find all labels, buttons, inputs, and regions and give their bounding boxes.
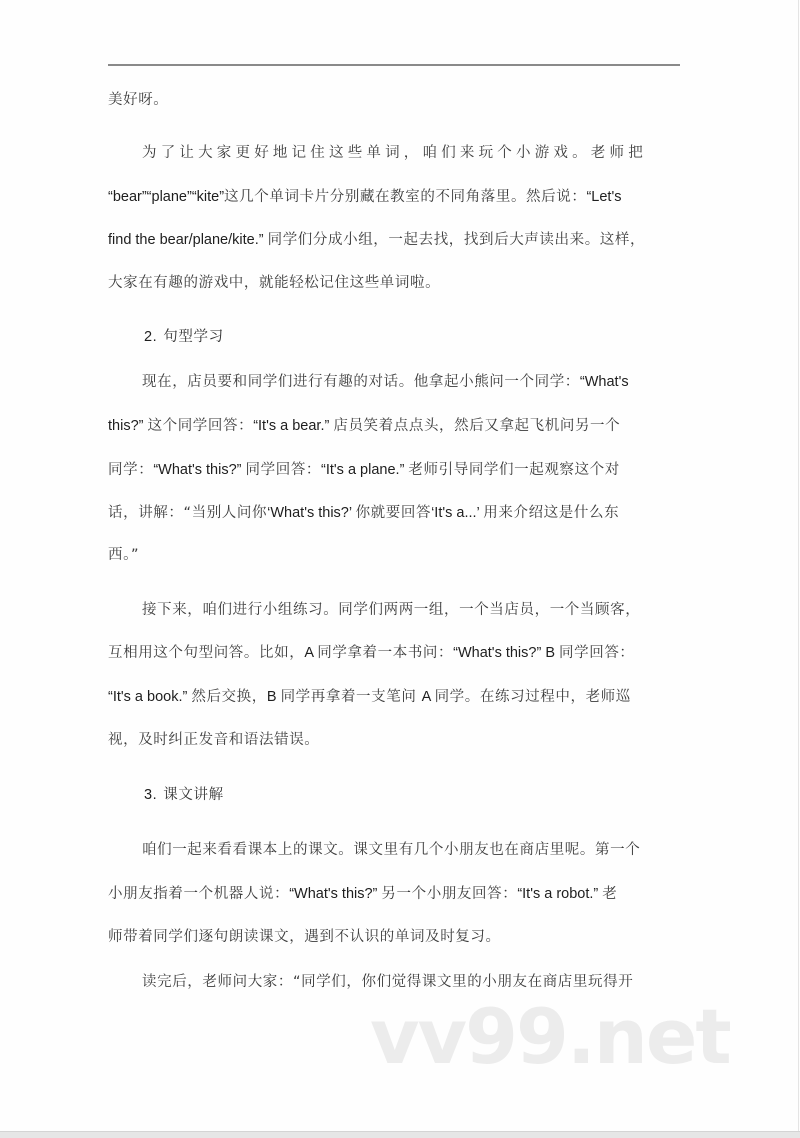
- chinese-text: 师带着同学们逐句朗读课文，遇到不认识的单词及时复习。: [108, 929, 501, 945]
- section-heading-sentence-study: [144, 327, 724, 347]
- chinese-text: 互相用这个句型问答。比如，: [108, 645, 305, 661]
- text-line: [108, 927, 688, 947]
- english-text: “It's a robot.”: [517, 886, 603, 902]
- english-text: this?”: [108, 418, 148, 434]
- text-line: [108, 230, 688, 250]
- chinese-text: 现在，店员要和同学们进行有趣的对话。他拿起小熊问一个同学：: [142, 374, 580, 390]
- english-text: “bear”“plane”“kite”: [108, 189, 225, 205]
- english-text: A: [304, 645, 318, 661]
- english-text: “What's this?”: [289, 886, 382, 902]
- text-line: [142, 372, 722, 392]
- header-rule: [108, 64, 680, 66]
- chinese-text: 老师引导同学们一起观察这个对: [408, 462, 620, 478]
- heading-number: 3.: [144, 787, 158, 803]
- chinese-text: 大家在有趣的游戏中，就能轻松记住这些单词啦。: [108, 275, 441, 291]
- chinese-text: 小朋友指着一个机器人说：: [108, 886, 290, 902]
- chinese-text: 同学再拿着一支笔问: [280, 689, 422, 705]
- text-line: [142, 600, 722, 620]
- chinese-text: 你就要回答: [355, 505, 432, 521]
- chinese-text: 店员笑着点点头，然后又拿起飞机问另一个: [333, 418, 621, 434]
- text-line: [108, 730, 688, 750]
- chinese-text: 同学：: [108, 462, 154, 478]
- english-text: “What's this?” B: [453, 645, 560, 661]
- heading-text: 课文讲解: [163, 787, 224, 803]
- section-heading-text-explanation: [144, 785, 724, 805]
- chinese-text: 同学。在练习过程中，老师巡: [434, 689, 631, 705]
- chinese-text: 美好呀。: [108, 92, 169, 108]
- text-line: [108, 273, 688, 293]
- chinese-text: 同学拿着一本书问：: [317, 645, 454, 661]
- watermark: vv99.net: [370, 992, 730, 1081]
- english-text: “Let's: [586, 189, 622, 205]
- chinese-text: 为了让大家更好地记住这些单词，咱们来玩个小游戏。老师把: [142, 145, 647, 161]
- english-text: “It's a book.”: [108, 689, 192, 705]
- english-text: “It's a plane.”: [321, 462, 409, 478]
- chinese-text: 另一个小朋友回答：: [381, 886, 518, 902]
- chinese-text: 同学回答：: [245, 462, 322, 478]
- chinese-text: 然后交换，: [191, 689, 267, 705]
- english-text: B: [266, 689, 281, 705]
- chinese-text: 接下来，咱们进行小组练习。同学们两两一组，一个当店员，一个当顾客，: [142, 602, 641, 618]
- heading-number: 2.: [144, 329, 158, 345]
- text-line: [142, 840, 722, 860]
- chinese-text: 读完后，老师问大家：“同学们，你们觉得课文里的小朋友在商店里玩得开: [142, 974, 634, 990]
- text-line: [108, 460, 688, 480]
- english-text: “What's this?”: [153, 462, 246, 478]
- chinese-text: 话，讲解：“当别人问你: [108, 505, 268, 521]
- chinese-text: 咱们一起来看看课本上的课文。课文里有几个小朋友也在商店里呢。第一个: [142, 842, 641, 858]
- text-line: [108, 503, 688, 523]
- english-text: A: [421, 689, 435, 705]
- text-line: [108, 687, 688, 707]
- text-line: [142, 143, 722, 163]
- text-line: [108, 416, 688, 436]
- chinese-text: 这几个单词卡片分别藏在教室的不同角落里。然后说：: [224, 189, 587, 205]
- chinese-text: 老: [602, 886, 618, 902]
- chinese-text: 用来介绍这是什么东: [483, 505, 620, 521]
- english-text: ‘It's a...’: [431, 505, 484, 521]
- text-line: [108, 90, 688, 110]
- chinese-text: 这个同学回答：: [147, 418, 254, 434]
- english-text: “It's a bear.”: [253, 418, 334, 434]
- text-line: [142, 972, 722, 992]
- text-line: [108, 884, 688, 904]
- chinese-text: 同学回答：: [559, 645, 635, 661]
- text-line: [108, 545, 688, 565]
- chinese-text: 西。”: [108, 547, 140, 563]
- english-text: find the bear/plane/kite.”: [108, 232, 268, 248]
- english-text: “What's: [579, 374, 629, 390]
- heading-text: 句型学习: [163, 329, 224, 345]
- text-line: [108, 187, 688, 207]
- chinese-text: 视，及时纠正发音和语法错误。: [108, 732, 320, 748]
- text-line: [108, 643, 688, 663]
- chinese-text: 同学们分成小组，一起去找，找到后大声读出来。这样，: [267, 232, 646, 248]
- english-text: ‘What's this?’: [267, 505, 356, 521]
